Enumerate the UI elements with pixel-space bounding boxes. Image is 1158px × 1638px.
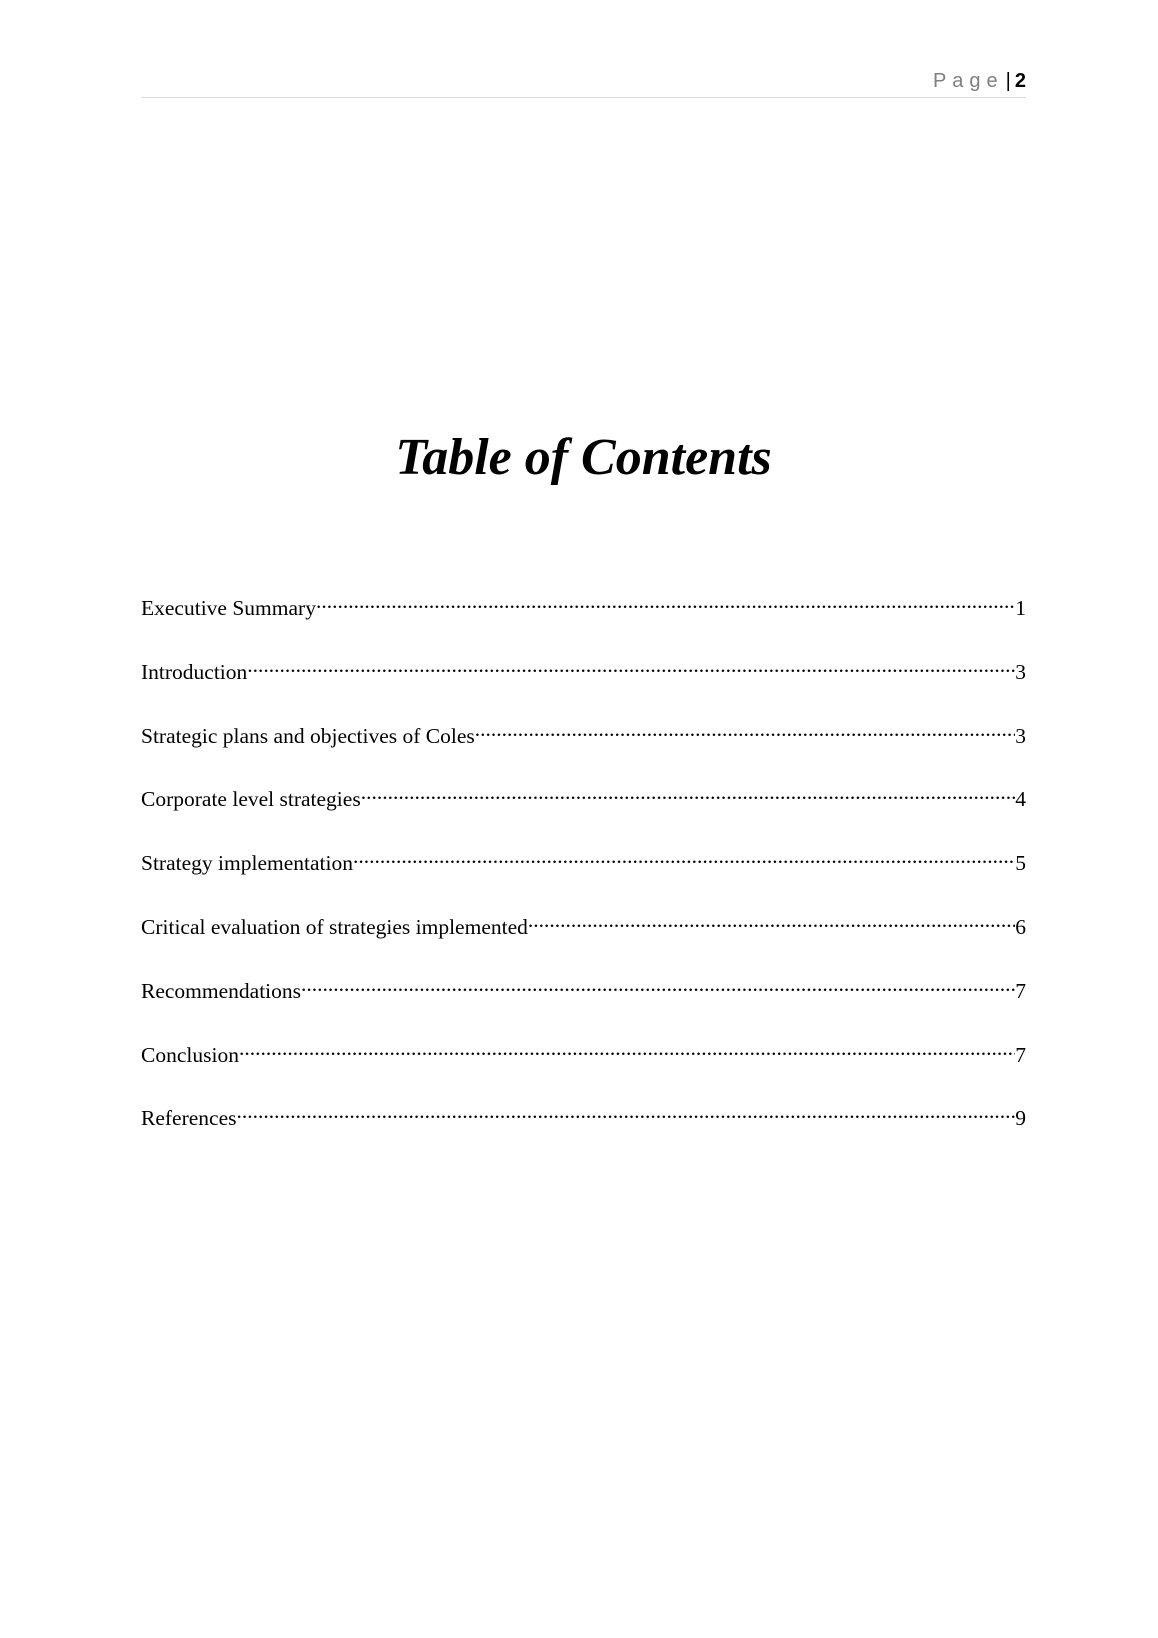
toc-entry-text: References xyxy=(141,1106,237,1131)
toc-dot-leader xyxy=(528,906,1015,934)
page-separator: | xyxy=(1005,70,1011,92)
toc-entry-text: Executive Summary xyxy=(141,596,316,620)
toc-dot-leader xyxy=(316,587,1015,615)
toc-dot-leader xyxy=(361,778,1016,806)
page-header xyxy=(141,66,1026,98)
toc-entry-text: Critical evaluation of strategies implemented xyxy=(141,914,528,939)
toc-entry-text: Corporate level strategies xyxy=(141,787,361,812)
toc-entry-page: 4 xyxy=(1015,787,1026,812)
toc-entry-references[interactable] xyxy=(141,1097,1026,1161)
page-word: Page xyxy=(932,70,1004,92)
toc-entry-corporate-level-strategies[interactable] xyxy=(141,778,1026,842)
toc-entry-page: 6 xyxy=(1015,914,1026,939)
toc-entry-strategic-plans[interactable] xyxy=(141,715,1026,779)
toc-entry-page: 7 xyxy=(1015,1042,1026,1067)
toc-list xyxy=(141,587,1026,1161)
toc-entry-text: Introduction xyxy=(141,659,248,684)
toc-dot-leader xyxy=(237,1097,1016,1125)
toc-dot-leader xyxy=(301,970,1015,998)
toc-entry-page: 7 xyxy=(1015,978,1026,1003)
toc-dot-leader xyxy=(475,715,1015,743)
toc-entry-page: 1 xyxy=(1015,596,1026,620)
toc-dot-leader xyxy=(239,1034,1015,1062)
toc-entry-page: 5 xyxy=(1015,851,1026,876)
toc-entry-text: Conclusion xyxy=(141,1042,239,1067)
toc-entry-conclusion[interactable] xyxy=(141,1034,1026,1098)
toc-dot-leader xyxy=(247,651,1015,679)
toc-entry-recommendations[interactable] xyxy=(141,970,1026,1034)
toc-title: Table of Contents xyxy=(395,429,772,486)
toc-entry-page: 3 xyxy=(1015,723,1026,748)
toc-dot-leader xyxy=(353,842,1015,870)
page-number-label xyxy=(933,69,1026,93)
page-number: 2 xyxy=(1014,70,1026,92)
toc-entry-text: Strategy implementation xyxy=(141,851,353,876)
toc-entry-critical-evaluation[interactable] xyxy=(141,906,1026,970)
toc-entry-strategy-implementation[interactable] xyxy=(141,842,1026,906)
toc-entry-introduction[interactable] xyxy=(141,651,1026,715)
toc-entry-text: Strategic plans and objectives of Coles xyxy=(141,723,475,748)
toc-entry-page: 3 xyxy=(1015,659,1026,684)
toc-entry-page: 9 xyxy=(1015,1106,1026,1131)
toc-entry-text: Recommendations xyxy=(141,978,302,1003)
toc-entry-executive-summary[interactable] xyxy=(141,587,1026,651)
